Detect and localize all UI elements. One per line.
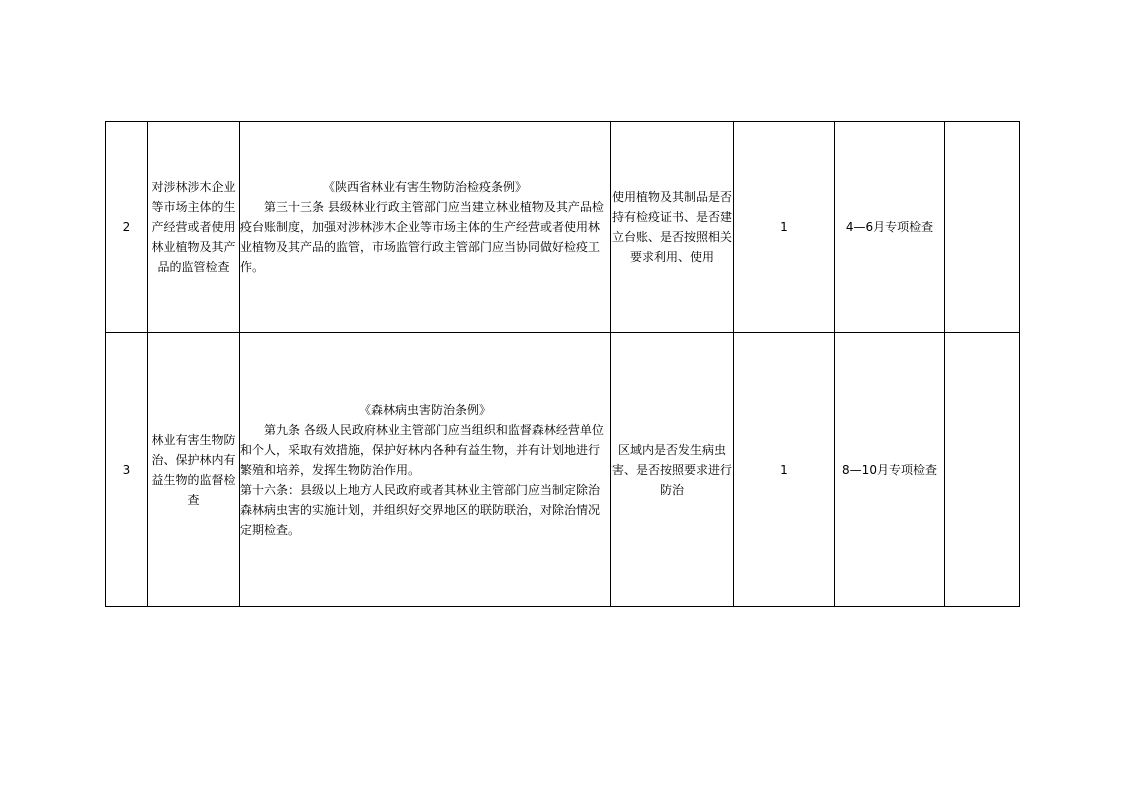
inspection-count: 1 [734, 333, 835, 607]
table-row [106, 122, 1020, 333]
inspection-content: 区域内是否发生病虫害、是否按照要求进行防治 [611, 333, 734, 607]
table-row [106, 333, 1020, 607]
remarks [945, 333, 1020, 607]
regulation-title: 《森林病虫害防治条例》 [358, 402, 491, 417]
inspection-time: 8—10月专项检查 [835, 333, 945, 607]
inspection-content: 使用植物及其制品是否持有检疫证书、是否建立台账、是否按照相关要求利用、使用 [611, 122, 734, 333]
inspection-table [105, 121, 1020, 607]
inspection-time: 4—6月专项检查 [835, 122, 945, 333]
legal-basis [240, 122, 611, 333]
regulation-article: 第九条 各级人民政府林业主管部门应当组织和监督森林经营单位和个人，采取有效措施，保护好林内各种有益生物，并有计划地进行繁殖和培养，发挥生物防治作用。 [240, 422, 604, 477]
legal-basis [240, 333, 611, 607]
inspection-item: 林业有害生物防治、保护林内有益生物的监督检查 [148, 333, 240, 607]
remarks [945, 122, 1020, 333]
regulation-article: 第三十三条 县级林业行政主管部门应当建立林业植物及其产品检疫台账制度，加强对涉林涉木企业等市场主体的生产经营或者使用林业植物及其产品的监管，市场监管行政主管部门应当协同做好检疫工作。 [240, 200, 604, 274]
regulation-title: 《陕西省林业有害生物防治检疫条例》 [322, 180, 527, 194]
row-number: 3 [106, 333, 148, 607]
row-number: 2 [106, 122, 148, 333]
inspection-count: 1 [734, 122, 835, 333]
regulation-article: 第十六条：县级以上地方人民政府或者其林业主管部门应当制定除治森林病虫害的实施计划，并组织好交界地区的联防联治，对除治情况定期检查。 [240, 482, 601, 537]
inspection-item: 对涉林涉木企业等市场主体的生产经营或者使用林业植物及其产品的监管检查 [148, 122, 240, 333]
